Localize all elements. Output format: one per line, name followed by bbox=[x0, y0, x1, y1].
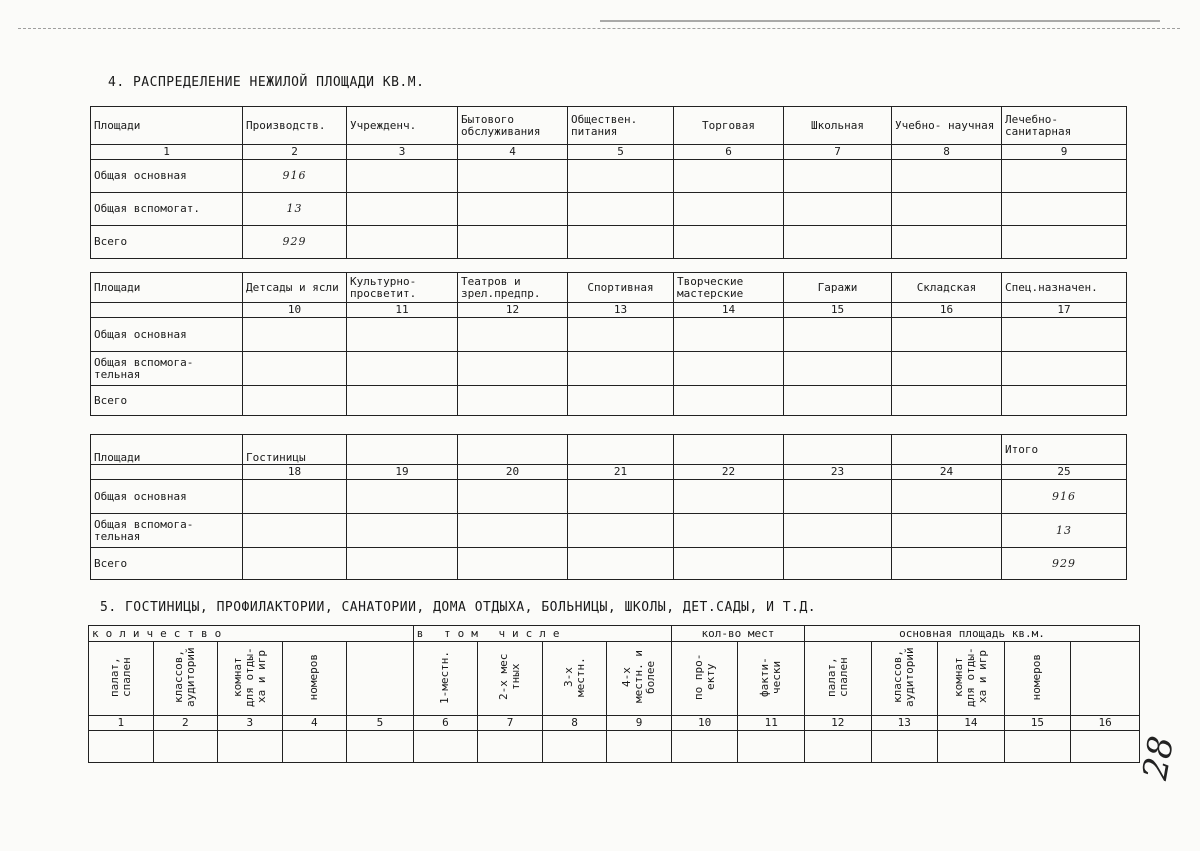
value-cell bbox=[892, 226, 1002, 259]
value-cell bbox=[347, 514, 458, 548]
column-number: 22 bbox=[674, 465, 784, 480]
value-cell bbox=[892, 480, 1002, 514]
header-cell bbox=[347, 435, 458, 465]
empty-cell bbox=[938, 731, 1005, 763]
value-cell bbox=[674, 480, 784, 514]
handwritten-page-number: 28 bbox=[1134, 733, 1182, 783]
empty-cell bbox=[218, 731, 283, 763]
header-cell: Спортивная bbox=[568, 273, 674, 303]
subheader-cell: палат, спален bbox=[824, 657, 850, 697]
value-cell bbox=[784, 226, 892, 259]
subheader-cell: комнат для отды- ха и игр bbox=[951, 647, 989, 707]
empty-cell bbox=[738, 731, 805, 763]
column-number: 16 bbox=[1071, 716, 1140, 731]
value-cell bbox=[674, 193, 784, 226]
subheader-cell: классов, аудиторий bbox=[172, 647, 198, 707]
value-cell bbox=[892, 548, 1002, 580]
subheader-cell: 3-х местн. bbox=[561, 657, 587, 697]
subheader-cell: по про- екту bbox=[691, 653, 717, 701]
column-number: 11 bbox=[347, 303, 458, 318]
column-number: 1 bbox=[91, 145, 243, 160]
empty-cell bbox=[542, 731, 607, 763]
empty-cell bbox=[1004, 731, 1071, 763]
value-cell bbox=[784, 318, 892, 352]
value-cell bbox=[568, 386, 674, 416]
value-cell: 13 bbox=[243, 193, 347, 226]
value-cell bbox=[784, 480, 892, 514]
value-cell bbox=[568, 160, 674, 193]
value-cell bbox=[568, 226, 674, 259]
area-table-block-1 bbox=[90, 106, 1127, 259]
facilities-table bbox=[88, 625, 1140, 763]
header-cell bbox=[458, 435, 568, 465]
header-cell: Площади bbox=[91, 435, 243, 465]
subheader-cell: комнат для отды- ха и игр bbox=[230, 647, 268, 707]
column-number: 7 bbox=[478, 716, 543, 731]
header-cell bbox=[674, 435, 784, 465]
empty-cell bbox=[607, 731, 672, 763]
value-cell: 916 bbox=[243, 160, 347, 193]
subheader-cell: номеров bbox=[1030, 653, 1044, 701]
row-label: Всего bbox=[91, 548, 243, 580]
value-cell bbox=[458, 514, 568, 548]
group-header-count: количество bbox=[89, 626, 414, 642]
value-cell bbox=[568, 318, 674, 352]
column-number: 5 bbox=[568, 145, 674, 160]
column-number: 6 bbox=[674, 145, 784, 160]
empty-cell bbox=[153, 731, 218, 763]
group-header-area: основная площадь кв.м. bbox=[804, 626, 1139, 642]
value-cell bbox=[674, 318, 784, 352]
header-cell: Учрежденч. bbox=[347, 107, 458, 145]
header-cell bbox=[892, 435, 1002, 465]
value-cell bbox=[892, 193, 1002, 226]
value-cell bbox=[674, 548, 784, 580]
header-cell bbox=[568, 435, 674, 465]
column-number: 24 bbox=[892, 465, 1002, 480]
value-cell bbox=[347, 193, 458, 226]
value-cell bbox=[458, 193, 568, 226]
column-number: 3 bbox=[347, 145, 458, 160]
empty-cell bbox=[871, 731, 938, 763]
column-number: 11 bbox=[738, 716, 805, 731]
value-cell bbox=[347, 548, 458, 580]
value-cell bbox=[347, 386, 458, 416]
value-cell bbox=[243, 318, 347, 352]
value-cell bbox=[892, 352, 1002, 386]
header-cell: Творческие мастерские bbox=[674, 273, 784, 303]
header-cell: Производств. bbox=[243, 107, 347, 145]
row-label: Общая основная bbox=[91, 480, 243, 514]
row-label: Всего bbox=[91, 386, 243, 416]
subheader-cell: 1-местн. bbox=[438, 650, 452, 704]
value-cell bbox=[243, 514, 347, 548]
group-header-places: кол-во мест bbox=[671, 626, 804, 642]
value-cell bbox=[784, 352, 892, 386]
subheader-cell: 4-х местн. и более bbox=[620, 650, 658, 704]
value-cell bbox=[568, 514, 674, 548]
page-scan-edge-top bbox=[600, 20, 1160, 28]
value-cell bbox=[674, 386, 784, 416]
column-number: 20 bbox=[458, 465, 568, 480]
column-number: 3 bbox=[218, 716, 283, 731]
header-cell: Гаражи bbox=[784, 273, 892, 303]
value-cell bbox=[892, 318, 1002, 352]
value-cell bbox=[784, 386, 892, 416]
column-number: 5 bbox=[347, 716, 414, 731]
value-cell bbox=[784, 193, 892, 226]
value-cell bbox=[674, 226, 784, 259]
value-cell bbox=[674, 514, 784, 548]
column-number bbox=[91, 465, 243, 480]
header-cell bbox=[784, 435, 892, 465]
value-cell bbox=[347, 226, 458, 259]
value-cell bbox=[458, 226, 568, 259]
empty-cell bbox=[282, 731, 347, 763]
column-number: 8 bbox=[892, 145, 1002, 160]
subheader-cell: классов, аудиторий bbox=[891, 647, 917, 707]
subheader-cell: номеров bbox=[307, 653, 321, 701]
column-number bbox=[91, 303, 243, 318]
column-number: 19 bbox=[347, 465, 458, 480]
section4-title: 4. РАСПРЕДЕЛЕНИЕ НЕЖИЛОЙ ПЛОЩАДИ КВ.М. bbox=[108, 75, 425, 90]
value-cell bbox=[1002, 226, 1127, 259]
row-label: Общая вспомога- тельная bbox=[91, 514, 243, 548]
value-cell bbox=[243, 480, 347, 514]
header-cell: Спец.назначен. bbox=[1002, 273, 1127, 303]
value-cell bbox=[347, 352, 458, 386]
column-number: 13 bbox=[568, 303, 674, 318]
header-cell: Обществен. питания bbox=[568, 107, 674, 145]
header-cell: Складская bbox=[892, 273, 1002, 303]
subheader-cell: 2-х мес тных bbox=[497, 653, 522, 701]
page-scan-edge bbox=[18, 28, 1180, 37]
header-cell: Детсады и ясли bbox=[243, 273, 347, 303]
row-label: Общая основная bbox=[91, 318, 243, 352]
value-cell bbox=[458, 386, 568, 416]
column-number: 9 bbox=[1002, 145, 1127, 160]
value-cell bbox=[458, 352, 568, 386]
column-number: 1 bbox=[89, 716, 154, 731]
column-number: 4 bbox=[458, 145, 568, 160]
header-cell: Площади bbox=[91, 107, 243, 145]
header-cell: Гостиницы bbox=[243, 435, 347, 465]
total-value-cell: 916 bbox=[1002, 480, 1127, 514]
header-cell: Торговая bbox=[674, 107, 784, 145]
column-number: 9 bbox=[607, 716, 672, 731]
column-number: 14 bbox=[938, 716, 1005, 731]
value-cell bbox=[458, 160, 568, 193]
value-cell bbox=[458, 480, 568, 514]
group-header-including: в том числе bbox=[413, 626, 671, 642]
column-number: 16 bbox=[892, 303, 1002, 318]
column-number: 21 bbox=[568, 465, 674, 480]
value-cell bbox=[568, 480, 674, 514]
value-cell bbox=[347, 160, 458, 193]
area-table-block-2 bbox=[90, 272, 1127, 416]
empty-cell bbox=[1071, 731, 1140, 763]
empty-cell bbox=[413, 731, 478, 763]
row-label: Общая вспомога- тельная bbox=[91, 352, 243, 386]
value-cell bbox=[674, 160, 784, 193]
value-cell bbox=[784, 160, 892, 193]
subheader-cell: факти- чески bbox=[758, 657, 784, 697]
value-cell bbox=[243, 548, 347, 580]
row-label: Общая вспомогат. bbox=[91, 193, 243, 226]
empty-cell bbox=[347, 731, 414, 763]
value-cell bbox=[243, 386, 347, 416]
header-cell: Лечебно- санитарная bbox=[1002, 107, 1127, 145]
subheader-cell: палат, спален bbox=[107, 657, 133, 697]
value-cell bbox=[347, 318, 458, 352]
column-number: 12 bbox=[804, 716, 871, 731]
column-number: 10 bbox=[671, 716, 738, 731]
column-number: 15 bbox=[784, 303, 892, 318]
value-cell bbox=[1002, 193, 1127, 226]
value-cell bbox=[1002, 352, 1127, 386]
column-number: 15 bbox=[1004, 716, 1071, 731]
header-cell: Школьная bbox=[784, 107, 892, 145]
column-number: 2 bbox=[243, 145, 347, 160]
column-number: 17 bbox=[1002, 303, 1127, 318]
column-number: 25 bbox=[1002, 465, 1127, 480]
column-number: 8 bbox=[542, 716, 607, 731]
value-cell bbox=[674, 352, 784, 386]
header-cell: Культурно- просветит. bbox=[347, 273, 458, 303]
column-number: 12 bbox=[458, 303, 568, 318]
value-cell bbox=[892, 514, 1002, 548]
value-cell bbox=[892, 386, 1002, 416]
value-cell bbox=[1002, 386, 1127, 416]
column-number: 6 bbox=[413, 716, 478, 731]
value-cell bbox=[568, 548, 674, 580]
column-number: 13 bbox=[871, 716, 938, 731]
value-cell bbox=[458, 548, 568, 580]
empty-cell bbox=[478, 731, 543, 763]
value-cell bbox=[568, 193, 674, 226]
column-number: 18 bbox=[243, 465, 347, 480]
column-number: 10 bbox=[243, 303, 347, 318]
area-table-block-3 bbox=[90, 434, 1127, 580]
column-number: 7 bbox=[784, 145, 892, 160]
value-cell bbox=[458, 318, 568, 352]
value-cell bbox=[784, 514, 892, 548]
section5-title: 5. ГОСТИНИЦЫ, ПРОФИЛАКТОРИИ, САНАТОРИИ, ДОМА ОТДЫХА, БОЛЬНИЦЫ, ШКОЛЫ, ДЕТ.САДЫ, И Т.Д. bbox=[100, 600, 817, 615]
total-value-cell: 13 bbox=[1002, 514, 1127, 548]
value-cell bbox=[1002, 160, 1127, 193]
value-cell bbox=[243, 352, 347, 386]
header-cell: Итого bbox=[1002, 435, 1127, 465]
header-cell: Бытового обслуживания bbox=[458, 107, 568, 145]
empty-cell bbox=[89, 731, 154, 763]
row-label: Общая основная bbox=[91, 160, 243, 193]
column-number: 23 bbox=[784, 465, 892, 480]
header-cell: Театров и зрел.предпр. bbox=[458, 273, 568, 303]
empty-cell bbox=[671, 731, 738, 763]
empty-cell bbox=[804, 731, 871, 763]
header-cell: Учебно- научная bbox=[892, 107, 1002, 145]
column-number: 14 bbox=[674, 303, 784, 318]
column-number: 2 bbox=[153, 716, 218, 731]
total-value-cell: 929 bbox=[1002, 548, 1127, 580]
value-cell bbox=[347, 480, 458, 514]
value-cell bbox=[568, 352, 674, 386]
column-number: 4 bbox=[282, 716, 347, 731]
value-cell: 929 bbox=[243, 226, 347, 259]
value-cell bbox=[784, 548, 892, 580]
value-cell bbox=[1002, 318, 1127, 352]
row-label: Всего bbox=[91, 226, 243, 259]
header-cell: Площади bbox=[91, 273, 243, 303]
value-cell bbox=[892, 160, 1002, 193]
